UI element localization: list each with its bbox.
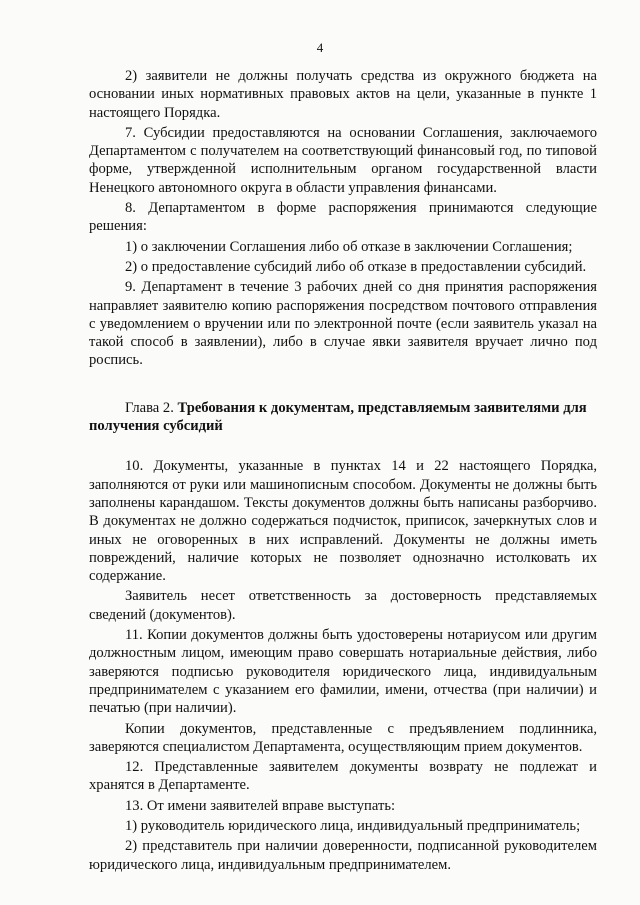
chapter-heading bbox=[89, 399, 597, 436]
paragraph: 2) о предоставление субсидий либо об отказе в предоставлении субсидий. bbox=[125, 258, 587, 275]
paragraph: 8. Департаментом в форме распоряжения принимаются следующие решения: bbox=[89, 200, 597, 235]
paragraph: 1) о заключении Соглашения либо об отказе в заключении Соглашения; bbox=[125, 238, 573, 255]
paragraph: 13. От имени заявителей вправе выступать: bbox=[125, 797, 396, 814]
document-body bbox=[89, 67, 597, 874]
paragraph: 2) заявители не должны получать средства из окружного бюджета на основании иных нормативных правовых актов на цели, указанные в пункте 1 настоящего Порядка. bbox=[89, 68, 597, 121]
paragraph: 11. Копии документов должны быть удостоверены нотариусом или другим должностным лицом, имеющим право совершать нотариальные действия, либо заверяются подписью руководителя юридического лица, индивидуальным предпринимателем с указанием его фамилии, имени, отчества (при наличии) и печатью (при наличии). bbox=[89, 627, 597, 717]
paragraph: 9. Департамент в течение 3 рабочих дней со дня принятия распоряжения направляет заявителю копию распоряжения посредством почтового отправления с уведомлением о вручении или по электронной почте (если заявитель указал на такой способ в заявлении), либо в случае явки заявителя вручает лично под роспись. bbox=[89, 279, 597, 369]
paragraph: 7. Субсидии предоставляются на основании Соглашения, заключаемого Департаментом с получателем на соответствующий финансовый год, по типовой форме, утвержденной исполнительным органом государственной власти Ненецкого автономного округа в области управления финансами. bbox=[89, 124, 597, 196]
chapter-title: Требования к документам, представляемым заявителями для получения субсидий bbox=[89, 399, 587, 435]
page-number: 4 bbox=[316, 40, 324, 55]
paragraph: 12. Представленные заявителем документы возврату не подлежат и хранятся в Департаменте. bbox=[89, 759, 597, 794]
paragraph: 10. Документы, указанные в пунктах 14 и 22 настоящего Порядка, заполняются от руки или машинописным способом. Документы не должны быть заполнены карандашом. Тексты документов должны быть написаны разборчиво. В документах не должно содержаться подчисток, приписок, зачеркнутых слов и иных не оговоренных в них исправлений. Документы не должны иметь повреждений, наличие которых не позволяет однозначно истолковать их содержание. bbox=[89, 458, 597, 585]
chapter-prefix: Глава 2. bbox=[125, 399, 178, 416]
paragraph: 1) руководитель юридического лица, индивидуальный предприниматель; bbox=[125, 817, 581, 834]
paragraph: 2) представитель при наличии доверенности, подписанной руководителем юридического лица, индивидуальным предпринимателем. bbox=[89, 838, 597, 873]
paragraph: Копии документов, представленные с предъявлением подлинника, заверяются специалистом Департамента, осуществляющим прием документов. bbox=[89, 720, 597, 755]
paragraph: Заявитель несет ответственность за достоверность представляемых сведений (документов). bbox=[89, 588, 597, 623]
